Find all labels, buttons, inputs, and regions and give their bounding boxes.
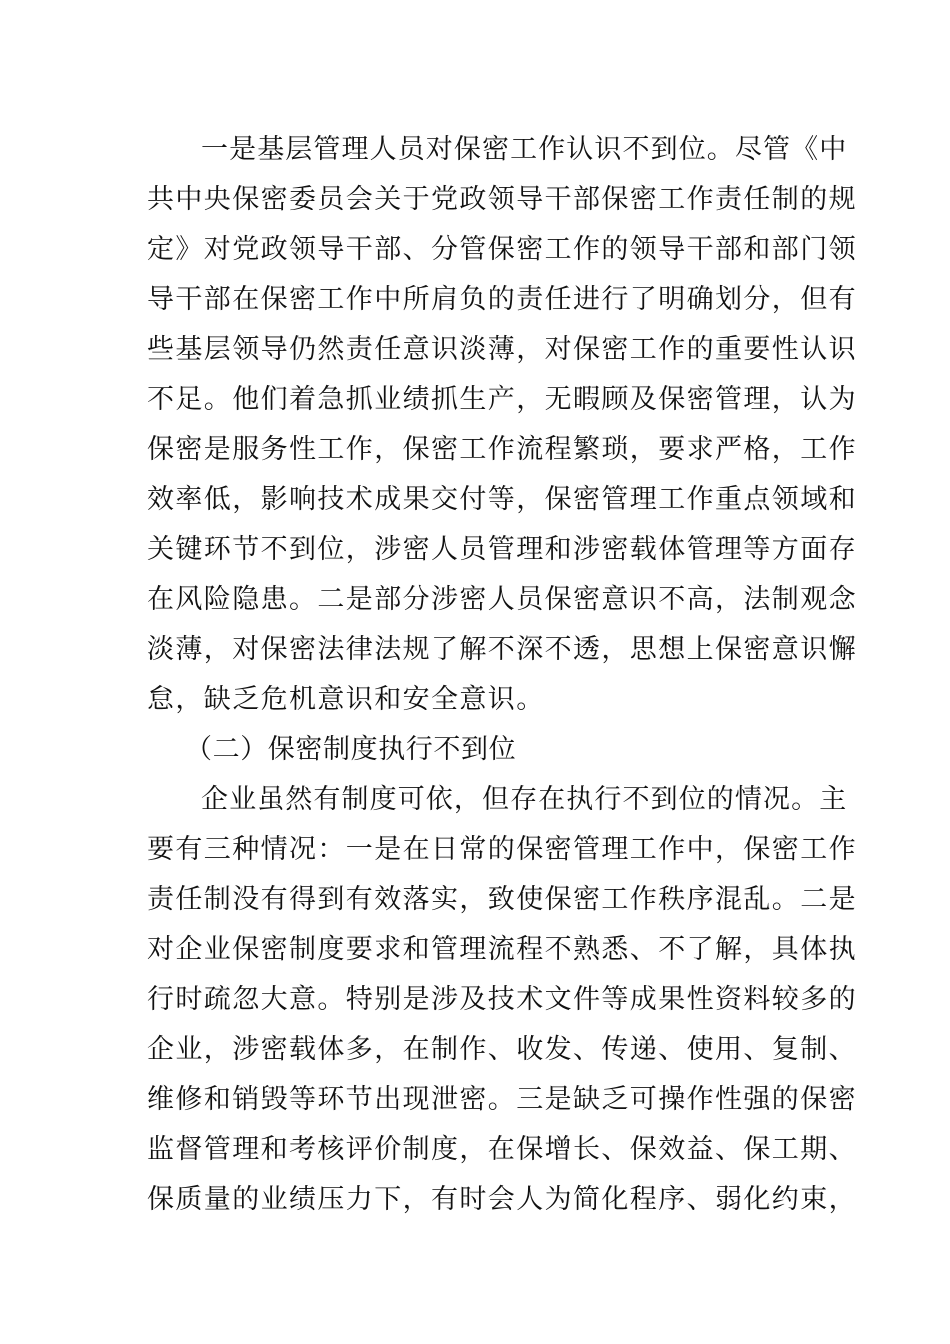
- paragraph-2-line-8: 监督管理和考核评价制度，在保增长、保效益、保工期、: [147, 1134, 857, 1165]
- paragraph-1-line-9: 关键环节不到位，涉密人员管理和涉密载体管理等方面存: [147, 534, 857, 565]
- paragraph-2-line-4: 对企业保密制度要求和管理流程不熟悉、不了解，具体执: [147, 934, 857, 965]
- paragraph-2-line-6: 企业，涉密载体多，在制作、收发、传递、使用、复制、: [147, 1034, 857, 1065]
- paragraph-1-line-4: 导干部在保密工作中所肩负的责任进行了明确划分，但有: [147, 284, 857, 315]
- paragraph-1-line-3: 定》对党政领导干部、分管保密工作的领导干部和部门领: [147, 234, 857, 265]
- paragraph-1-line-7: 保密是服务性工作，保密工作流程繁琐，要求严格，工作: [147, 434, 857, 465]
- paragraph-1-line-11: 淡薄，对保密法律法规了解不深不透，思想上保密意识懈: [147, 634, 857, 665]
- paragraph-1-line-10: 在风险隐患。二是部分涉密人员保密意识不高，法制观念: [147, 584, 857, 615]
- paragraph-2-line-3: 责任制没有得到有效落实，致使保密工作秩序混乱。二是: [147, 884, 857, 915]
- paragraph-2-line-2: 要有三种情况：一是在日常的保密管理工作中，保密工作: [147, 834, 857, 865]
- paragraph-1-line-5: 些基层领导仍然责任意识淡薄，对保密工作的重要性认识: [147, 334, 857, 365]
- paragraph-2-line-7: 维修和销毁等环节出现泄密。三是缺乏可操作性强的保密: [147, 1084, 857, 1115]
- section-heading: （二）保密制度执行不到位: [185, 734, 517, 765]
- paragraph-1-line-8: 效率低，影响技术成果交付等，保密管理工作重点领域和: [147, 484, 857, 515]
- paragraph-2-line-5: 行时疏忽大意。特别是涉及技术文件等成果性资料较多的: [147, 984, 857, 1015]
- paragraph-2-line-9: 保质量的业绩压力下，有时会人为简化程序、弱化约束，: [147, 1184, 857, 1215]
- paragraph-1-line-1: 一是基层管理人员对保密工作认识不到位。尽管《中: [201, 134, 848, 165]
- paragraph-1-line-6: 不足。他们着急抓业绩抓生产，无暇顾及保密管理，认为: [147, 384, 857, 415]
- paragraph-2-line-1: 企业虽然有制度可依，但存在执行不到位的情况。主: [201, 784, 848, 815]
- paragraph-1-line-12: 怠，缺乏危机意识和安全意识。: [147, 684, 545, 715]
- paragraph-1-line-2: 共中央保密委员会关于党政领导干部保密工作责任制的规: [147, 184, 857, 215]
